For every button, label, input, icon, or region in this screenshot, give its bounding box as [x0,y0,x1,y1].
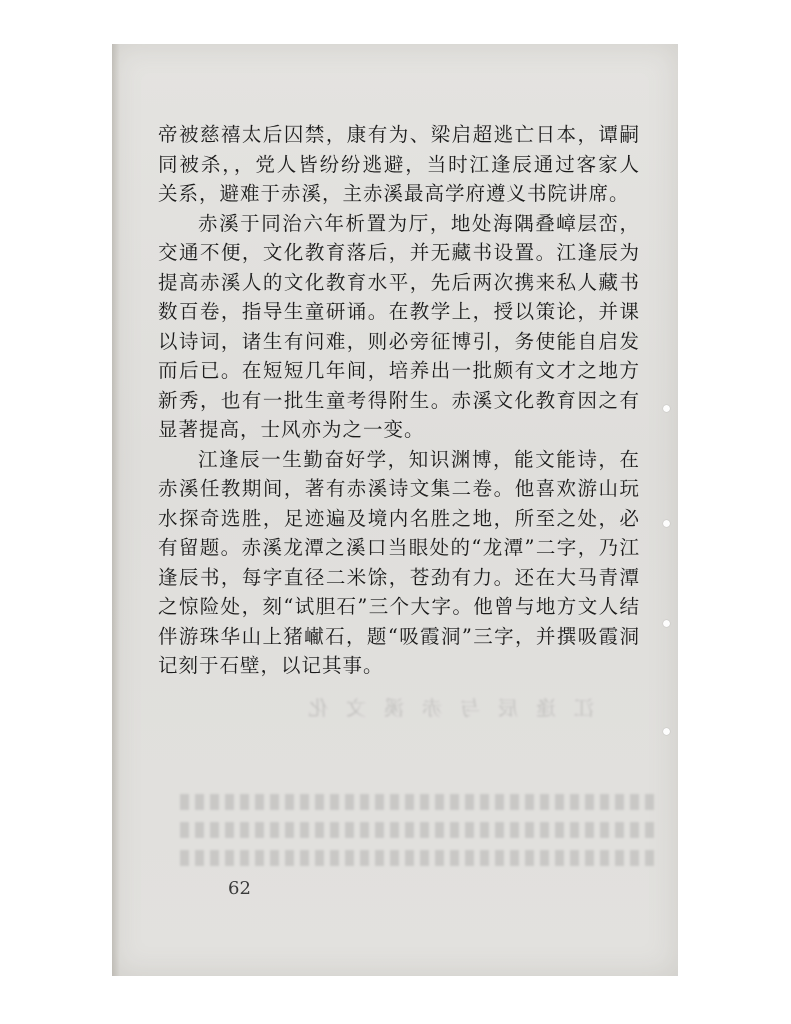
paragraph: 江逢辰一生勤奋好学，知识渊博，能文能诗，在赤溪任教期间，著有赤溪诗文集二卷。他喜欢游山玩水探奇选胜，足迹遍及境内名胜之地，所至之处，必有留题。赤溪龙潭之溪口当眼处的“龙潭”二字，乃江逢辰书，每字直径二米馀，苍劲有力。还在大马青潭之惊险处，刻“试胆石”三个大字。他曾与地方文人结伴游珠华山上猪𪩘石，题“吸霞洞”三字，并撰吸霞洞记刻于石壁，以记其事。 [158,447,640,677]
punch-hole [663,520,670,527]
bleed-through-line [180,822,660,838]
bleed-through-line [180,794,660,810]
punch-hole [663,620,670,627]
bleed-through-line [180,850,660,866]
paragraph: 帝被慈禧太后囚禁，康有为、梁启超逃亡日本，谭嗣同被杀，，党人皆纷纷逃避，当时江逢辰通过客家人关系，避难于赤溪，主赤溪最高学府遵义书院讲席。 [158,123,640,205]
punch-hole [663,728,670,735]
page-edge-shadow [112,44,120,976]
bleed-through-title: 江逢辰与赤溪文化 [290,696,594,720]
punch-hole [663,405,670,412]
paragraph: 赤溪于同治六年析置为厅，地处海隅叠嶂层峦，交通不便，文化教育落后，并无藏书设置。江逢辰为提高赤溪人的文化教育水平，先后两次携来私人藏书数百卷，指导生童研诵。在教学上，授以策论，并课以诗词，诸生有问难，则必旁征博引，务使能自启发而后已。在短短几年间，培养出一批颇有文才之地方新秀，也有一批生童考得附生。赤溪文化教育因之有显著提高，士风亦为之一变。 [158,211,640,441]
page-number: 62 [228,878,251,899]
body-text [158,120,640,681]
